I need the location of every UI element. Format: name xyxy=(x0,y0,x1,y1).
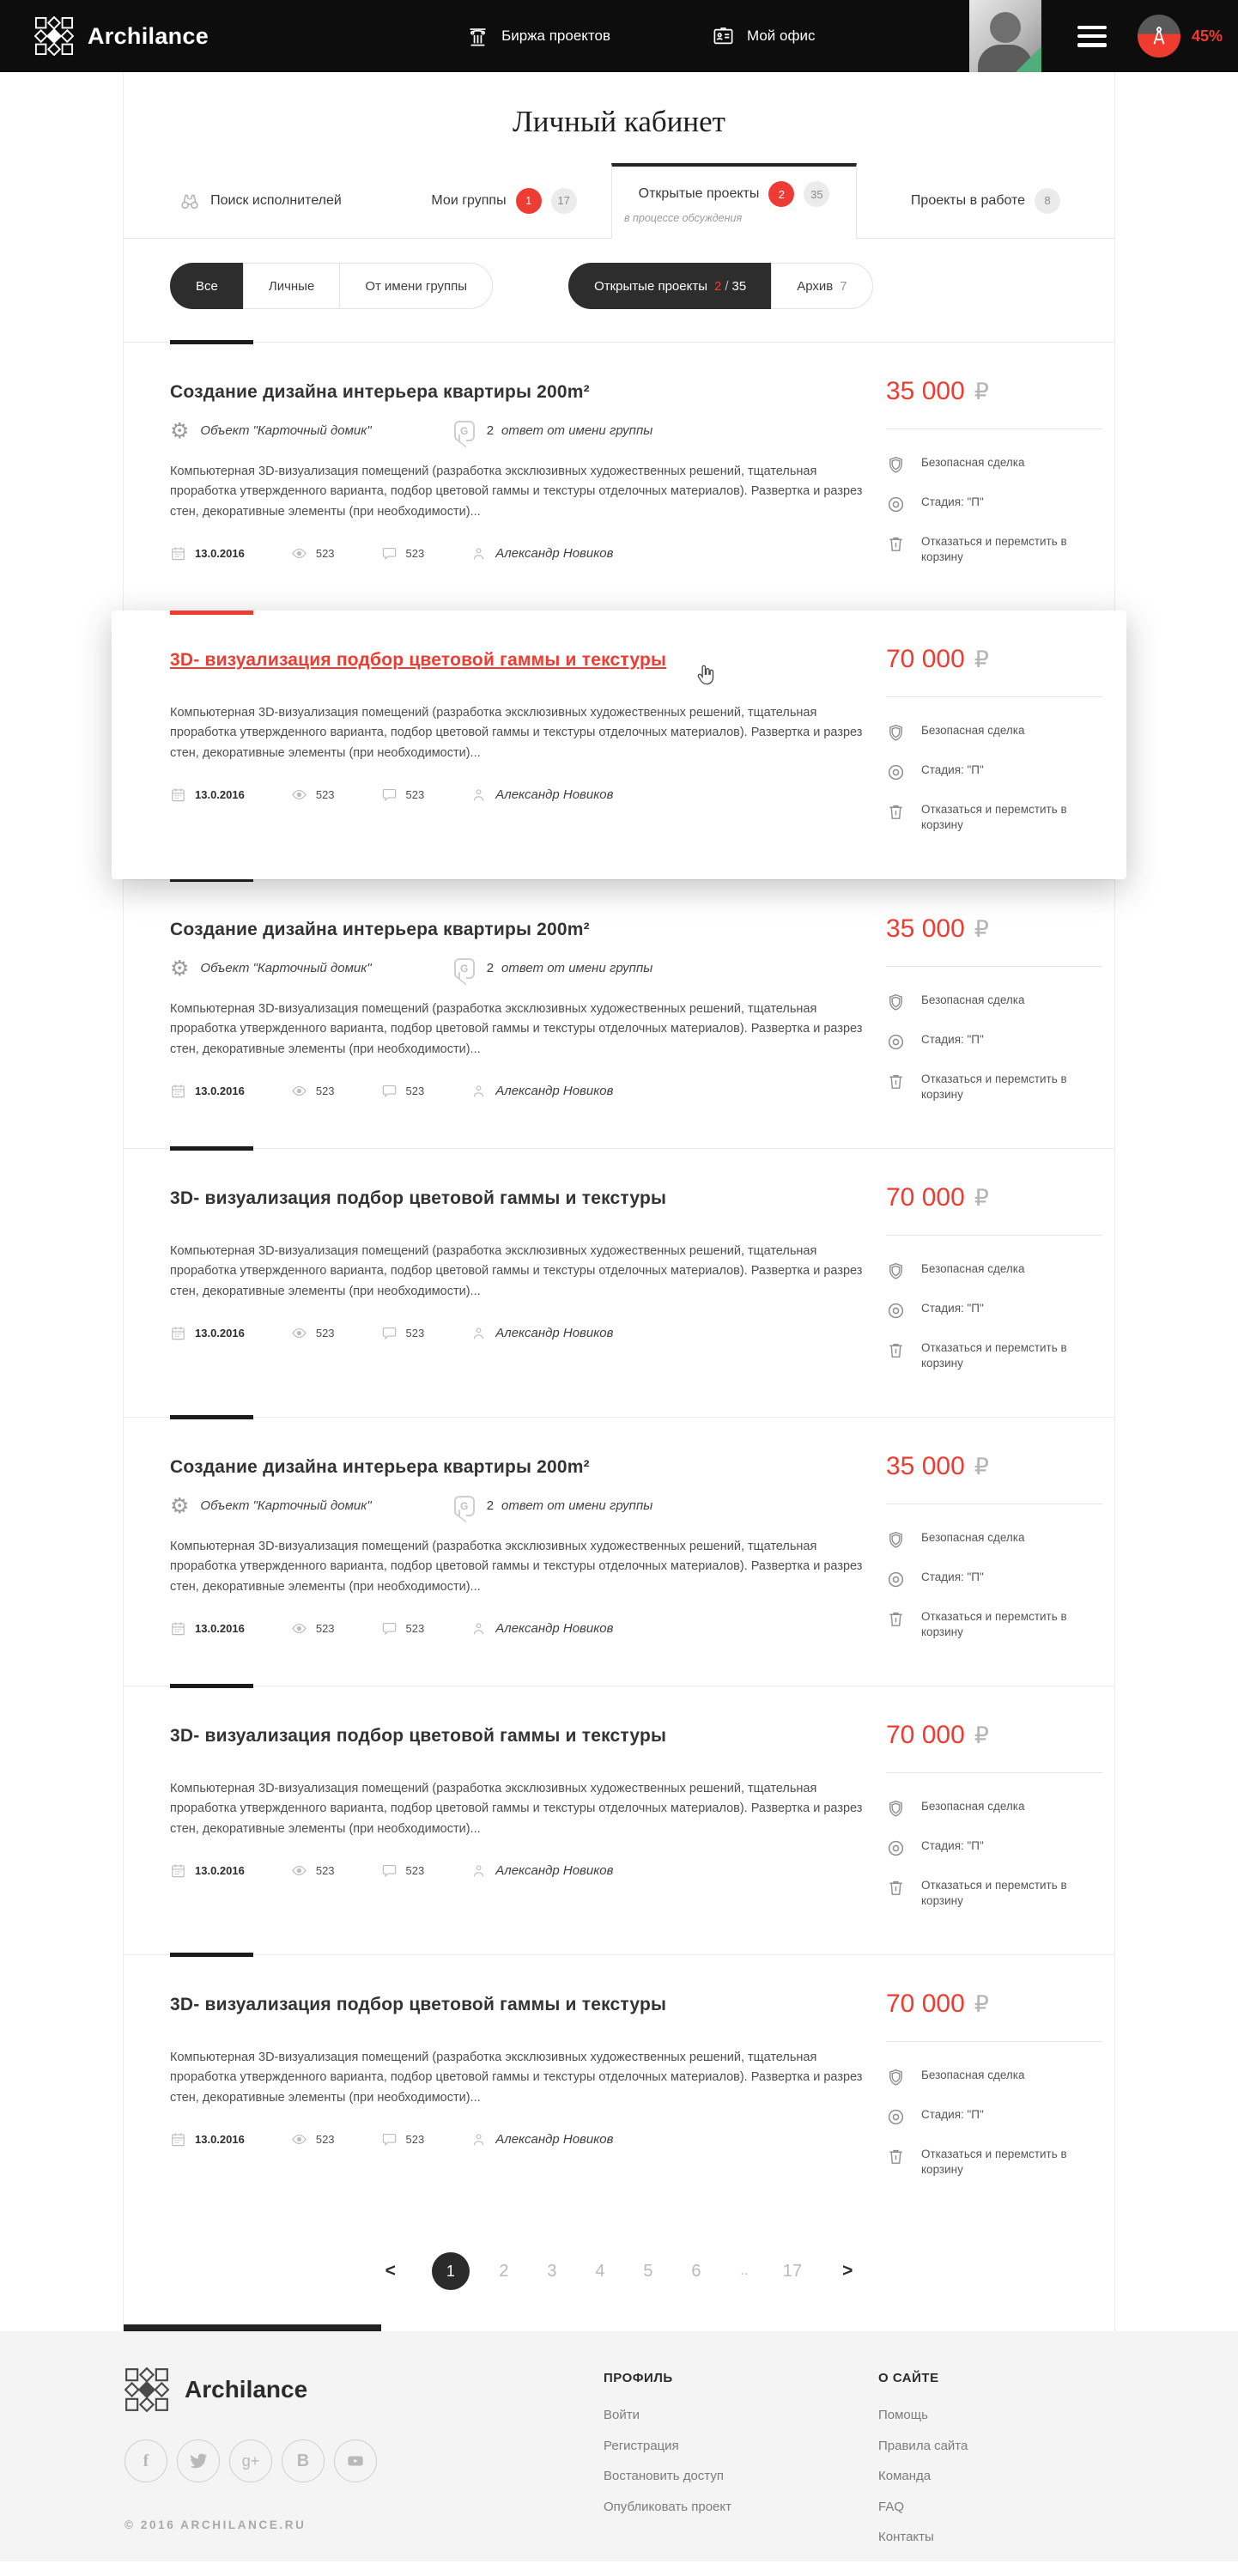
stage-target-icon xyxy=(886,1032,906,1052)
footer-column-about xyxy=(878,2367,1067,2559)
page-number[interactable]: 17 xyxy=(782,2261,803,2281)
person-icon xyxy=(470,1325,487,1341)
project-card xyxy=(124,342,1114,611)
trash-icon xyxy=(886,1072,906,1091)
meta-views: 523 xyxy=(291,545,335,562)
eye-icon xyxy=(291,1620,307,1637)
side-divider xyxy=(886,1235,1102,1236)
eye-icon xyxy=(291,787,307,803)
object-label: Объект "Карточный домик" xyxy=(200,423,372,438)
secure-deal-option[interactable]: Безопасная сделка xyxy=(886,993,1102,1012)
meta-author[interactable]: Александр Новиков xyxy=(470,545,613,562)
meta-author[interactable]: Александр Новиков xyxy=(470,787,613,803)
meta-comments: 523 xyxy=(381,1620,425,1637)
comment-icon xyxy=(381,787,397,803)
project-card xyxy=(124,1686,1114,1954)
comment-icon xyxy=(381,545,397,562)
meta-views: 523 xyxy=(291,1862,335,1879)
google-plus-icon[interactable]: g+ xyxy=(229,2439,272,2482)
replies-count: 2 xyxy=(486,961,495,975)
tab-bar xyxy=(124,163,1114,239)
stage-option[interactable]: Стадия: "П" xyxy=(886,1032,1102,1052)
card-object-row xyxy=(170,1495,883,1516)
project-title-link[interactable]: 3D- визуализация подбор цветовой гаммы и текстуры xyxy=(170,1188,667,1208)
card-main xyxy=(170,650,883,803)
total-count-badge: 17 xyxy=(551,188,577,214)
shield-icon xyxy=(886,455,906,475)
card-object-row xyxy=(170,420,883,441)
facebook-icon[interactable]: f xyxy=(124,2439,167,2482)
card-side-panel xyxy=(886,1721,1102,1929)
card-meta-row xyxy=(170,545,883,562)
shield-icon xyxy=(886,993,906,1012)
twitter-icon[interactable] xyxy=(177,2439,220,2482)
project-title-link[interactable]: 3D- визуализация подбор цветовой гаммы и текстуры xyxy=(170,1995,667,2014)
eye-icon xyxy=(291,2131,307,2148)
ruble-sign: ₽ xyxy=(974,647,989,672)
profile-progress-badge[interactable] xyxy=(1138,15,1180,58)
side-divider xyxy=(886,1772,1102,1773)
pagination-prev[interactable]: < xyxy=(385,2261,396,2281)
meta-comments: 523 xyxy=(381,787,425,803)
archive-count: 7 xyxy=(840,278,847,294)
project-description: Компьютерная 3D-визуализация помещений (разработка эксклюзивных художественных решений, тщательная проработка утвержденного варианта, подбор цветовой гаммы и текстуры отделочных материалов). Развертка и разрез стен, декоративные элементы (при необходимости)... xyxy=(170,2050,863,2105)
meta-comments: 523 xyxy=(381,545,425,562)
eye-icon xyxy=(291,1325,307,1341)
meta-date: 13.0.2016 xyxy=(170,2131,245,2148)
discard-to-trash-option[interactable]: Отказаться и перемстить в корзину xyxy=(886,1878,1102,1909)
footer-link-login[interactable]: Войти xyxy=(604,2408,640,2422)
calendar-icon xyxy=(170,2131,186,2148)
page-ellipsis: .. xyxy=(740,2263,749,2278)
tab-label: Мои группы xyxy=(431,192,507,208)
meta-comments: 523 xyxy=(381,1862,425,1879)
card-main xyxy=(170,1457,883,1637)
header-nav xyxy=(466,25,815,48)
meta-author[interactable]: Александр Новиков xyxy=(470,1862,613,1879)
meta-comments: 523 xyxy=(381,1325,425,1341)
trash-icon xyxy=(886,2147,906,2166)
person-icon xyxy=(470,1083,487,1099)
project-title-link[interactable]: 3D- визуализация подбор цветовой гаммы и текстуры xyxy=(170,1726,667,1746)
project-price xyxy=(886,1183,1102,1212)
replies-label: ответ от имени группы xyxy=(501,423,653,438)
meta-date: 13.0.2016 xyxy=(170,1620,245,1637)
main-content xyxy=(123,72,1115,2331)
replies-count: 2 xyxy=(486,1498,495,1513)
brand-name: Archilance xyxy=(88,22,209,49)
footer-brand-name: Archilance xyxy=(185,2376,308,2403)
stage-option[interactable]: Стадия: "П" xyxy=(886,762,1102,782)
pagination-pages xyxy=(422,2252,816,2290)
card-meta-row xyxy=(170,1862,883,1879)
calendar-icon xyxy=(170,545,186,562)
price-amount: 35 000 xyxy=(886,377,965,405)
person-icon xyxy=(470,2131,487,2148)
meta-author[interactable]: Александр Новиков xyxy=(470,1620,613,1637)
project-card xyxy=(124,1148,1114,1417)
footer-brand[interactable] xyxy=(124,2367,604,2412)
trash-icon xyxy=(886,1340,906,1360)
calendar-icon xyxy=(170,1083,186,1099)
shield-icon xyxy=(886,1799,906,1819)
ruble-sign: ₽ xyxy=(974,379,989,404)
footer-column-profile xyxy=(604,2367,878,2559)
drafting-compass-icon xyxy=(1147,24,1171,48)
tab-my-groups[interactable] xyxy=(397,163,611,238)
eye-icon xyxy=(291,1083,307,1099)
footer-link-register[interactable]: Регистрация xyxy=(604,2438,679,2453)
discard-to-trash-option[interactable]: Отказаться и перемстить в корзину xyxy=(886,802,1102,833)
comment-icon xyxy=(381,1862,397,1879)
comment-icon xyxy=(381,1083,397,1099)
project-description: Компьютерная 3D-визуализация помещений (разработка эксклюзивных художественных решений, тщательная проработка утвержденного варианта, подбор цветовой гаммы и текстуры отделочных материалов). Развертка и разрез стен, декоративные элементы (при необходимости)... xyxy=(170,1244,863,1298)
nav-item-project-exchange[interactable] xyxy=(466,25,610,48)
gear-icon: ⚙ xyxy=(170,956,190,981)
card-meta-row xyxy=(170,1083,883,1099)
card-object-row xyxy=(170,957,883,979)
footer-link-team[interactable]: Команда xyxy=(878,2469,932,2483)
meta-date: 13.0.2016 xyxy=(170,787,245,803)
trash-icon xyxy=(886,802,906,822)
footer-link-contacts[interactable]: Контакты xyxy=(878,2530,934,2544)
card-side-panel xyxy=(886,1183,1102,1391)
footer-link-restore-access[interactable]: Востановить доступ xyxy=(604,2469,724,2483)
shield-icon xyxy=(886,1261,906,1281)
app-footer xyxy=(0,2331,1238,2561)
meta-views: 523 xyxy=(291,1325,335,1341)
tab-search-performers[interactable] xyxy=(124,163,397,238)
card-side-panel xyxy=(886,645,1102,853)
meta-author[interactable]: Александр Новиков xyxy=(470,1325,613,1341)
stage-target-icon xyxy=(886,1838,906,1858)
stage-target-icon xyxy=(886,762,906,782)
tab-projects-in-work[interactable] xyxy=(857,163,1114,238)
gear-icon: ⚙ xyxy=(170,418,190,443)
gear-icon: ⚙ xyxy=(170,1493,190,1518)
person-icon xyxy=(470,1620,487,1637)
price-amount: 70 000 xyxy=(886,1721,965,1749)
card-main xyxy=(170,1995,883,2148)
pagination-next[interactable]: > xyxy=(842,2261,853,2281)
replies-count: 2 xyxy=(486,423,495,438)
stage-target-icon xyxy=(886,495,906,514)
footer-link-faq[interactable]: FAQ xyxy=(878,2499,905,2514)
card-main xyxy=(170,920,883,1099)
card-main xyxy=(170,382,883,562)
project-title-link[interactable]: Создание дизайна интерьера квартиры 200m² xyxy=(170,382,590,402)
project-title-link[interactable]: Создание дизайна интерьера квартиры 200m² xyxy=(170,920,590,939)
comment-icon xyxy=(381,1620,397,1637)
project-title-link[interactable]: Создание дизайна интерьера квартиры 200m² xyxy=(170,1457,590,1477)
binoculars-icon xyxy=(179,190,201,212)
secure-deal-option[interactable]: Безопасная сделка xyxy=(886,1799,1102,1819)
trash-icon xyxy=(886,1878,906,1898)
price-amount: 70 000 xyxy=(886,645,965,673)
project-list xyxy=(124,342,1114,2223)
social-links xyxy=(124,2439,604,2482)
open-new-count: 2 xyxy=(713,278,722,294)
card-meta-row xyxy=(170,2131,883,2148)
side-divider xyxy=(886,428,1102,429)
project-card xyxy=(124,1954,1114,2223)
filter-archive-button[interactable]: Архив 7 xyxy=(771,263,872,309)
discard-to-trash-option[interactable]: Отказаться и перемстить в корзину xyxy=(886,1609,1102,1640)
footer-brand-block xyxy=(123,2367,604,2559)
card-side-panel xyxy=(886,1452,1102,1660)
secure-deal-option[interactable]: Безопасная сделка xyxy=(886,1530,1102,1550)
calendar-icon xyxy=(170,1862,186,1879)
stage-target-icon xyxy=(886,2107,906,2127)
stage-option[interactable]: Стадия: "П" xyxy=(886,1838,1102,1858)
project-card xyxy=(112,611,1126,879)
stage-option[interactable]: Стадия: "П" xyxy=(886,1301,1102,1321)
card-side-panel xyxy=(886,1990,1102,2197)
content-bottom-accent-bar xyxy=(124,2324,381,2331)
avatar[interactable] xyxy=(969,0,1041,72)
app-header xyxy=(0,0,1238,72)
new-count-badge: 2 xyxy=(768,181,794,207)
archilance-logo-icon xyxy=(34,16,74,56)
footer-column-title: ПРОФИЛЬ xyxy=(604,2371,673,2385)
meta-views: 523 xyxy=(291,787,335,803)
project-price xyxy=(886,914,1102,944)
person-icon xyxy=(470,787,487,803)
card-accent-dash xyxy=(170,1146,253,1151)
avatar-head xyxy=(990,12,1021,43)
tab-label: Проекты в работе xyxy=(910,192,1026,208)
page-number[interactable]: 2 xyxy=(499,2261,509,2281)
discard-to-trash-option[interactable]: Отказаться и перемстить в корзину xyxy=(886,2147,1102,2178)
id-card-icon xyxy=(712,25,735,48)
card-accent-dash xyxy=(170,340,253,344)
object-label: Объект "Карточный домик" xyxy=(200,961,372,975)
replies-label: ответ от имени группы xyxy=(501,961,653,975)
card-meta-row xyxy=(170,787,883,803)
calendar-icon xyxy=(170,787,186,803)
meta-date: 13.0.2016 xyxy=(170,1325,245,1341)
meta-comments: 523 xyxy=(381,1083,425,1099)
filter-open-projects-button[interactable]: Открытые проекты 2 / 35 xyxy=(568,263,772,309)
stage-option[interactable]: Стадия: "П" xyxy=(886,2107,1102,2127)
project-card xyxy=(124,1417,1114,1686)
object-label: Объект "Карточный домик" xyxy=(200,1498,372,1513)
project-description: Компьютерная 3D-визуализация помещений (разработка эксклюзивных художественных решений, тщательная проработка утвержденного варианта, подбор цветовой гаммы и текстуры отделочных материалов). Развертка и разрез стен, декоративные элементы (при необходимости)... xyxy=(170,1540,863,1594)
meta-date: 13.0.2016 xyxy=(170,1862,245,1879)
trash-icon xyxy=(886,534,906,554)
hamburger-menu-icon[interactable] xyxy=(1077,26,1107,47)
meta-comments: 523 xyxy=(381,2131,425,2148)
project-title-link[interactable]: 3D- визуализация подбор цветовой гаммы и текстуры xyxy=(170,650,667,670)
page-title: Личный кабинет xyxy=(513,105,725,138)
project-description: Компьютерная 3D-визуализация помещений (разработка эксклюзивных художественных решений, тщательная проработка утвержденного варианта, подбор цветовой гаммы и текстуры отделочных материалов). Развертка и разрез стен, декоративные элементы (при необходимости)... xyxy=(170,1002,863,1056)
state-filter-group xyxy=(568,263,873,309)
stage-target-icon xyxy=(886,1301,906,1321)
stage-option[interactable]: Стадия: "П" xyxy=(886,1570,1102,1589)
youtube-icon[interactable] xyxy=(334,2439,377,2482)
person-icon xyxy=(470,1862,487,1879)
replies-label: ответ от имени группы xyxy=(501,1498,653,1513)
price-amount: 70 000 xyxy=(886,1990,965,2018)
card-accent-dash xyxy=(170,611,253,615)
comment-icon xyxy=(381,1325,397,1341)
tab-label: Поиск исполнителей xyxy=(210,192,342,208)
ruble-sign: ₽ xyxy=(974,916,989,942)
group-reply-bubble-icon: G xyxy=(454,421,475,441)
pagination xyxy=(124,2223,1114,2324)
filter-personal-button[interactable]: Личные xyxy=(243,263,340,309)
side-divider xyxy=(886,696,1102,697)
side-divider xyxy=(886,966,1102,967)
meta-date: 13.0.2016 xyxy=(170,1083,245,1099)
filter-on-behalf-of-group-button[interactable]: От имени группы xyxy=(339,263,493,309)
ruble-sign: ₽ xyxy=(974,1991,989,2017)
group-reply-bubble-icon: G xyxy=(454,958,475,979)
page-number[interactable]: 1 xyxy=(432,2252,470,2290)
profile-progress-value: 45% xyxy=(1191,27,1223,45)
footer-link-help[interactable]: Помощь xyxy=(878,2408,928,2422)
price-amount: 35 000 xyxy=(886,914,965,943)
secure-deal-option[interactable]: Безопасная сделка xyxy=(886,2068,1102,2087)
price-amount: 35 000 xyxy=(886,1452,965,1480)
comment-icon xyxy=(381,2131,397,2148)
scope-filter-group xyxy=(170,263,493,309)
filter-bar xyxy=(124,239,1114,342)
ruble-sign: ₽ xyxy=(974,1454,989,1479)
page-number[interactable]: 4 xyxy=(595,2261,605,2281)
shield-icon xyxy=(886,2068,906,2087)
total-count-badge: 8 xyxy=(1035,188,1060,214)
calendar-icon xyxy=(170,1325,186,1341)
person-icon xyxy=(470,545,487,562)
filter-all-button[interactable]: Все xyxy=(170,263,244,309)
meta-author[interactable]: Александр Новиков xyxy=(470,1083,613,1099)
card-accent-dash xyxy=(170,1684,253,1688)
page-number[interactable]: 3 xyxy=(547,2261,557,2281)
eye-icon xyxy=(291,545,307,562)
project-price xyxy=(886,1721,1102,1750)
header-right xyxy=(969,0,1238,72)
nav-item-my-office[interactable] xyxy=(712,25,815,48)
ruble-sign: ₽ xyxy=(974,1185,989,1211)
column-icon xyxy=(466,25,489,48)
project-price xyxy=(886,1452,1102,1481)
discard-to-trash-option[interactable]: Отказаться и перемстить в корзину xyxy=(886,534,1102,565)
page-number[interactable]: 5 xyxy=(643,2261,653,2281)
brand[interactable] xyxy=(0,16,209,56)
card-side-panel xyxy=(886,377,1102,585)
trash-icon xyxy=(886,1609,906,1629)
price-amount: 70 000 xyxy=(886,1183,965,1212)
project-price xyxy=(886,645,1102,674)
secure-deal-option[interactable]: Безопасная сделка xyxy=(886,1261,1102,1281)
nav-label: Биржа проектов xyxy=(501,27,610,44)
shield-icon xyxy=(886,723,906,743)
card-side-panel xyxy=(886,914,1102,1122)
new-count-badge: 1 xyxy=(516,188,542,214)
card-meta-row xyxy=(170,1325,883,1341)
secure-deal-option[interactable]: Безопасная сделка xyxy=(886,455,1102,475)
meta-author[interactable]: Александр Новиков xyxy=(470,2131,613,2148)
archilance-logo-icon xyxy=(124,2367,169,2412)
copyright: © 2016 ARCHILANCE.RU xyxy=(124,2518,306,2531)
avatar-green-corner xyxy=(1016,46,1041,72)
behance-icon[interactable]: B xyxy=(282,2439,325,2482)
eye-icon xyxy=(291,1862,307,1879)
card-meta-row xyxy=(170,1620,883,1637)
footer-link-publish-project[interactable]: Опубликовать проект xyxy=(604,2499,731,2514)
nav-label: Мой офис xyxy=(747,27,816,44)
page-number[interactable]: 6 xyxy=(691,2261,701,2281)
project-price xyxy=(886,377,1102,406)
tab-label: Открытые проекты xyxy=(638,186,760,201)
card-main xyxy=(170,1726,883,1879)
footer-link-rules[interactable]: Правила сайта xyxy=(878,2438,968,2453)
discard-to-trash-option[interactable]: Отказаться и перемстить в корзину xyxy=(886,1072,1102,1103)
total-count-badge: 35 xyxy=(804,181,829,207)
card-accent-dash xyxy=(170,1415,253,1419)
group-reply-bubble-icon: G xyxy=(454,1496,475,1516)
stage-target-icon xyxy=(886,1570,906,1589)
shield-icon xyxy=(886,1530,906,1550)
card-main xyxy=(170,1188,883,1341)
project-description: Компьютерная 3D-визуализация помещений (разработка эксклюзивных художественных решений, тщательная проработка утвержденного варианта, подбор цветовой гаммы и текстуры отделочных материалов). Развертка и разрез стен, декоративные элементы (при необходимости)... xyxy=(170,1782,863,1836)
project-price xyxy=(886,1990,1102,2019)
tab-subtitle: в процессе обсуждения xyxy=(624,212,743,224)
footer-column-title: О САЙТЕ xyxy=(878,2371,939,2385)
tab-open-projects[interactable] xyxy=(611,163,857,239)
secure-deal-option[interactable]: Безопасная сделка xyxy=(886,723,1102,743)
calendar-icon xyxy=(170,1620,186,1637)
discard-to-trash-option[interactable]: Отказаться и перемстить в корзину xyxy=(886,1340,1102,1371)
project-description: Компьютерная 3D-визуализация помещений (разработка эксклюзивных художественных решений, тщательная проработка утвержденного варианта, подбор цветовой гаммы и текстуры отделочных материалов). Развертка и разрез стен, декоративные элементы (при необходимости)... xyxy=(170,706,863,760)
meta-views: 523 xyxy=(291,2131,335,2148)
open-total-count: 35 xyxy=(731,278,747,294)
card-accent-dash xyxy=(170,1953,253,1957)
project-description: Компьютерная 3D-визуализация помещений (разработка эксклюзивных художественных решений, тщательная проработка утвержденного варианта, подбор цветовой гаммы и текстуры отделочных материалов). Развертка и разрез стен, декоративные элементы (при необходимости)... xyxy=(170,465,863,519)
side-divider xyxy=(886,2041,1102,2042)
meta-date: 13.0.2016 xyxy=(170,545,245,562)
meta-views: 523 xyxy=(291,1620,335,1637)
project-card xyxy=(124,879,1114,1148)
ruble-sign: ₽ xyxy=(974,1722,989,1748)
meta-views: 523 xyxy=(291,1083,335,1099)
cursor-pointer-icon xyxy=(694,664,717,687)
stage-option[interactable]: Стадия: "П" xyxy=(886,495,1102,514)
